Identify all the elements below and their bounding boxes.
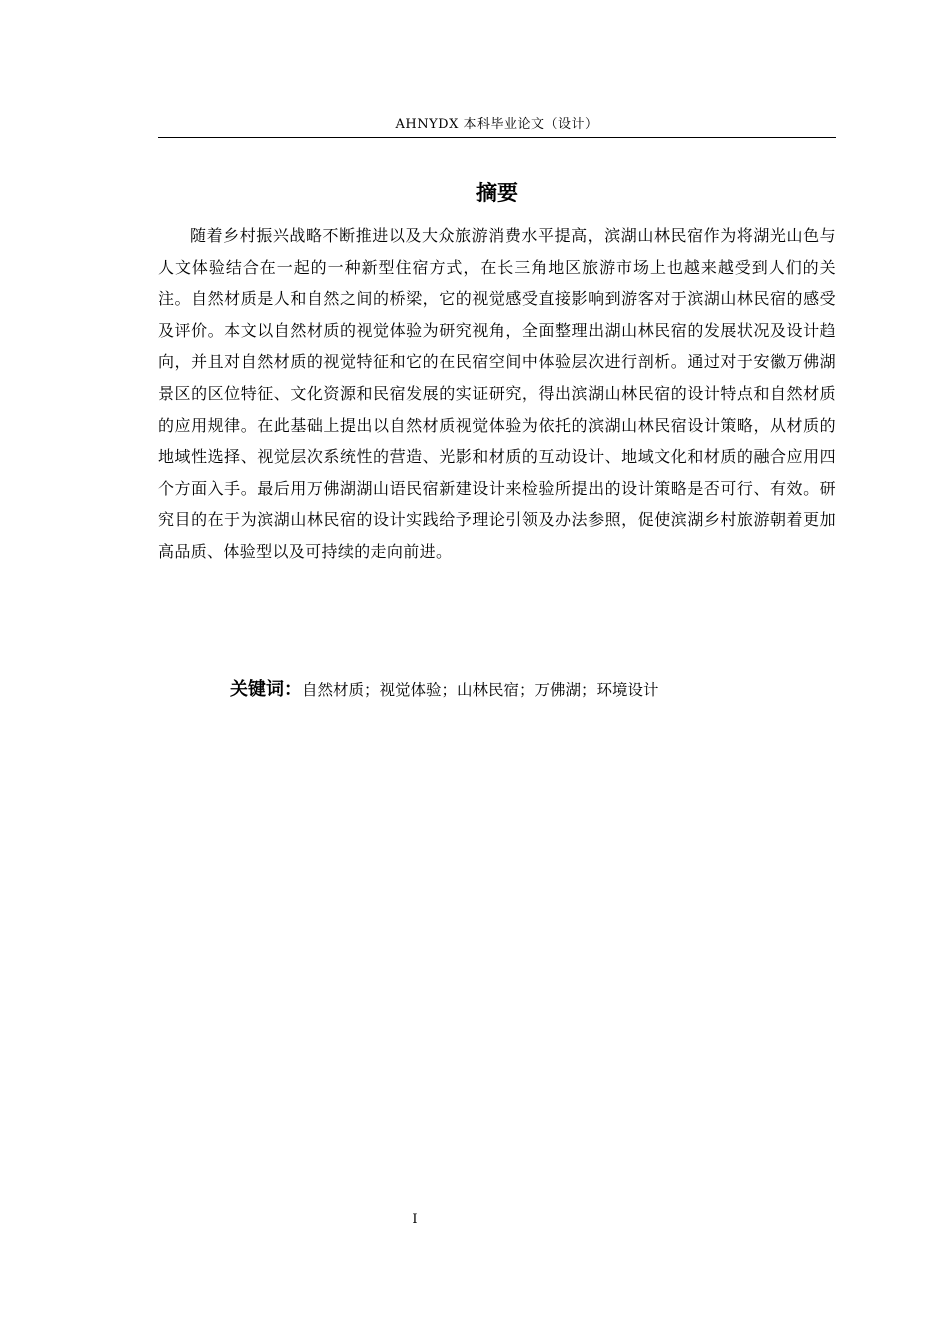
header-divider [158,137,836,138]
keywords-line [230,676,836,704]
page-number: I [412,1212,418,1227]
keywords-value: 自然材质；视觉体验；山林民宿；万佛湖；环境设计 [302,681,659,699]
keywords-label: 关键词： [230,679,302,700]
abstract-paragraph: 随着乡村振兴战略不断推进以及大众旅游消费水平提高，滨湖山林民宿作为将湖光山色与人文体验结合在一起的一种新型住宿方式，在长三角地区旅游市场上也越来越受到人们的关注。自然材质是人和自然之间的桥梁，它的视觉感受直接影响到游客对于滨湖山林民宿的感受及评价。本文以自然材质的视觉体验为研究视角，全面整理出湖山林民宿的发展状况及设计趋向，并且对自然材质的视觉特征和它的在民宿空间中体验层次进行剖析。通过对于安徽万佛湖景区的区位特征、文化资源和民宿发展的实证研究，得出滨湖山林民宿的设计特点和自然材质的应用规律。在此基础上提出以自然材质视觉体验为依托的滨湖山林民宿设计策略，从材质的地域性选择、视觉层次系统性的营造、光影和材质的互动设计、地域文化和材质的融合应用四个方面入手。最后用万佛湖湖山语民宿新建设计来检验所提出的设计策略是否可行、有效。研究目的在于为滨湖山林民宿的设计实践给予理论引领及办法参照，促使滨湖乡村旅游朝着更加高品质、体验型以及可持续的走向前进。 [158,226,836,561]
abstract-title: 摘要 [476,181,518,205]
running-header: AHNYDX 本科毕业论文（设计） [395,117,599,132]
